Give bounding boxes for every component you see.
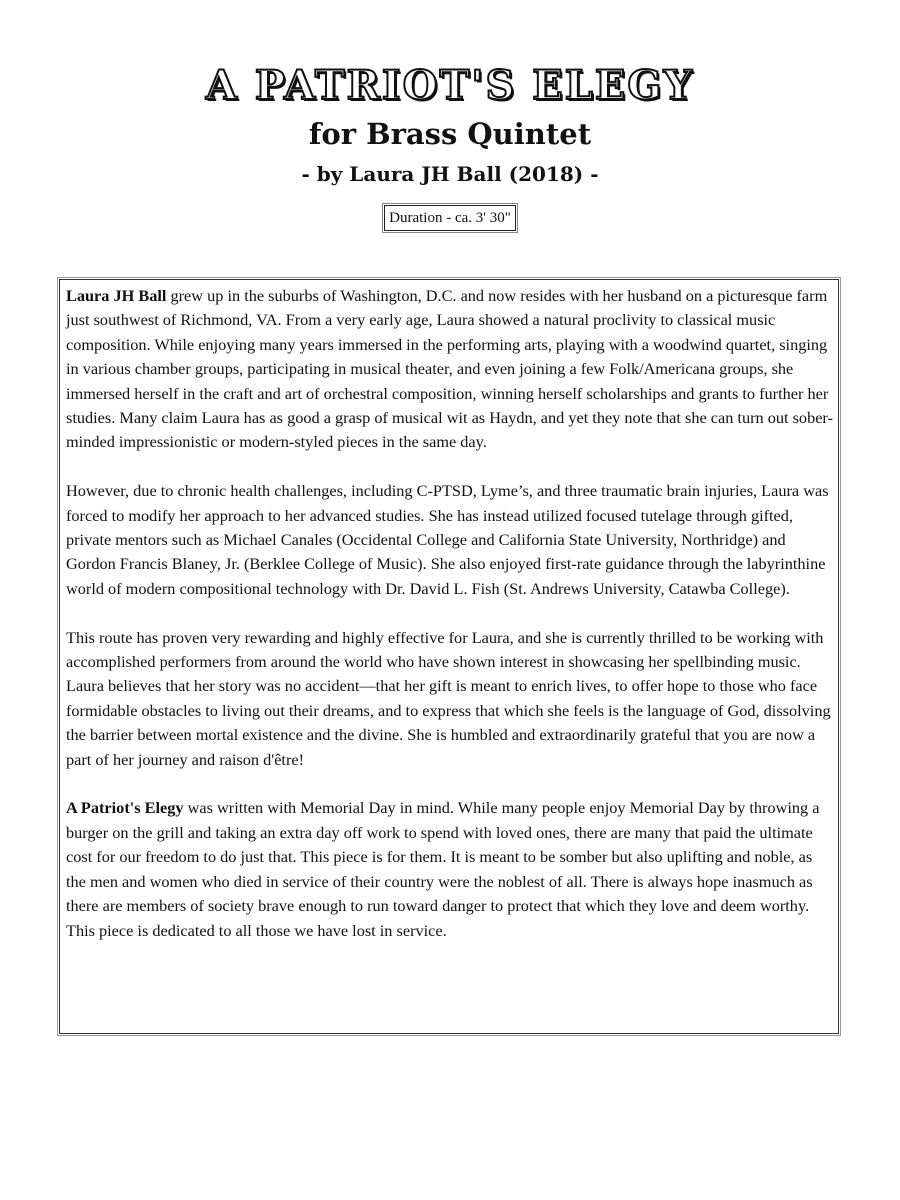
piece-notes-text: was written with Memorial Day in mind. While many people enjoy Memorial Day by throwing a burger on the grill and taking an extra day off work to spend with loved ones, there are many that paid the ultimate cost for our freedom to do just that. This piece is for them. It is meant to be somber but also uplifting and noble, as the men and women who died in service of their country were the noblest of all. There is always hope inasmuch as there are members of society brave enough to run toward danger to protect that which they love and deem worthy. This piece is dedicated to all those we have lost in service.: [66, 798, 820, 940]
duration-container: [0, 205, 900, 231]
bio-paragraph-1-text: grew up in the suburbs of Washington, D.C. and now resides with her husband on a picturesque farm just southwest of Richmond, VA. From a very early age, Laura showed a natural proclivity to classical music composition. While enjoying many years immersed in the performing arts, playing with a woodwind quartet, singing in various chamber groups, participating in musical theater, and even joining a few Folk/Americana groups, she immersed herself in the craft and art of orchestral composition, winning herself scholarships and grants to further her studies. Many claim Laura has as good a grasp of musical wit as Haydn, and yet they note that she can turn out sober-minded impressionistic or modern-styled pieces in the same day.: [66, 286, 833, 452]
piece-notes-paragraph: [66, 796, 834, 942]
piece-title: A Patriot's Elegy: [66, 798, 184, 818]
bio-paragraph-2: However, due to chronic health challenges, including C-PTSD, Lyme’s, and three traumatic brain injuries, Laura was forced to modify her approach to her advanced studies. She has instead utilized focused tutelage through gifted, private mentors such as Michael Canales (Occidental College and California State University, Northridge) and Gordon Francis Blaney, Jr. (Berklee College of Music). She also enjoyed first-rate guidance through the labyrinthine world of modern compositional technology with Dr. David L. Fish (St. Andrews University, Catawba College).: [66, 481, 829, 598]
byline: - by Laura JH Ball (2018) -: [301, 162, 599, 186]
composer-name: Laura JH Ball: [66, 286, 167, 305]
bio-paragraph-3: This route has proven very rewarding and highly effective for Laura, and she is currently thrilled to be working with accomplished performers from around the world who have shown interest in showcasing her spellbinding music. Laura believes that her story was no accident—that her gift is meant to enrich lives, to offer hope to those who face formidable obstacles to living out their dreams, and to express that which she feels is the language of God, dissolving the barrier between mortal existence and the divine. She is humbled and extraordinarily grateful that you are now a part of her journey and raison d'être!: [66, 627, 831, 769]
subtitle: for Brass Quintet: [308, 117, 592, 151]
bio-paragraph-1: [66, 284, 834, 455]
page-title: A PATRIOT'S ELEGY: [205, 62, 695, 109]
program-notes-box: [59, 279, 839, 1034]
duration-box: Duration - ca. 3' 30": [384, 205, 516, 231]
